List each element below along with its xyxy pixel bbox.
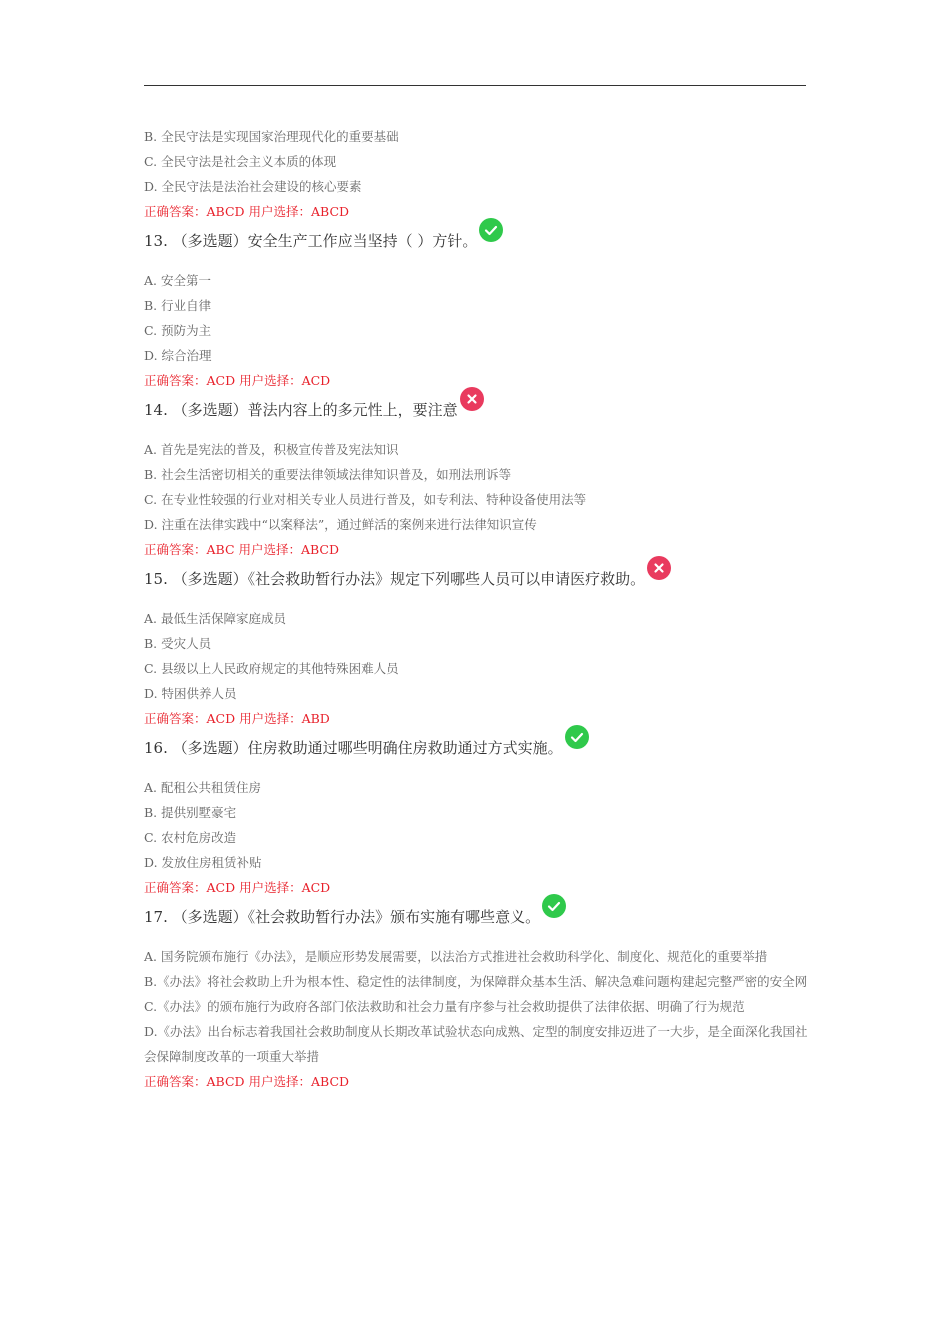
check-circle-icon <box>542 894 566 918</box>
check-circle-icon <box>565 725 589 749</box>
question-title <box>144 900 808 932</box>
cross-circle-icon <box>647 556 671 580</box>
option: C. 全民守法是社会主义本质的体现 <box>144 154 337 169</box>
question-text: 14. （多选题）普法内容上的多元性上，要注意 <box>144 401 458 419</box>
question-title <box>144 224 808 256</box>
question-13 <box>144 224 808 393</box>
option: A. 国务院颁布施行《办法》，是顺应形势发展需要，以法治方式推进社会救助科学化、制度化、规范化的重要举措 <box>144 949 768 964</box>
question-17 <box>144 900 808 1094</box>
option: B. 行业自律 <box>144 298 212 313</box>
question-16 <box>144 731 808 900</box>
answer-line: 正确答案：ACD 用户选择：ABD <box>144 711 330 726</box>
question-title <box>144 393 808 425</box>
option: D. 综合治理 <box>144 348 212 363</box>
option: B. 社会生活密切相关的重要法律领域法律知识普及，如刑法刑诉等 <box>144 467 512 482</box>
option: D.《办法》出台标志着我国社会救助制度从长期改革试验状态向成熟、定型的制度安排迈进了一大步，是全面深化我国社会保障制度改革的一项重大举措 <box>144 1024 808 1064</box>
option: C.《办法》的颁布施行为政府各部门依法救助和社会力量有序参与社会救助提供了法律依据、明确了行为规范 <box>144 999 745 1014</box>
option: A. 最低生活保障家庭成员 <box>144 611 286 626</box>
option: A. 安全第一 <box>144 273 211 288</box>
check-circle-icon <box>479 218 503 242</box>
option: C. 在专业性较强的行业对相关专业人员进行普及，如专利法、特种设备使用法等 <box>144 492 587 507</box>
option: B. 全民守法是实现国家治理现代化的重要基础 <box>144 129 399 144</box>
cross-circle-icon <box>460 387 484 411</box>
option: C. 预防为主 <box>144 323 212 338</box>
option: D. 注重在法律实践中“以案释法”，通过鲜活的案例来进行法律知识宣传 <box>144 517 537 532</box>
option: A. 配租公共租赁住房 <box>144 780 261 795</box>
option: B. 受灾人员 <box>144 636 212 651</box>
question-15 <box>144 562 808 731</box>
header-divider <box>144 85 806 86</box>
question-title <box>144 731 808 763</box>
question-text: 17. （多选题）《社会救助暂行办法》颁布实施有哪些意义。 <box>144 908 541 926</box>
option: B.《办法》将社会救助上升为根本性、稳定性的法律制度，为保障群众基本生活、解决急难问题构建起完整严密的安全网 <box>144 974 808 989</box>
option: A. 首先是宪法的普及，积极宣传普及宪法知识 <box>144 442 399 457</box>
option: D. 特困供养人员 <box>144 686 237 701</box>
quiz-content <box>144 124 808 1094</box>
answer-line: 正确答案：ABCD 用户选择：ABCD <box>144 1074 350 1089</box>
question-text: 15. （多选题）《社会救助暂行办法》规定下列哪些人员可以申请医疗救助。 <box>144 570 646 588</box>
question-text: 13. （多选题）安全生产工作应当坚持（ ）方针。 <box>144 232 478 250</box>
answer-line: 正确答案：ACD 用户选择：ACD <box>144 373 331 388</box>
option: C. 农村危房改造 <box>144 830 237 845</box>
option: C. 县级以上人民政府规定的其他特殊困难人员 <box>144 661 399 676</box>
answer-line: 正确答案：ABCD 用户选择：ABCD <box>144 204 350 219</box>
option: D. 发放住房租赁补贴 <box>144 855 262 870</box>
option: B. 提供别墅豪宅 <box>144 805 237 820</box>
answer-line: 正确答案：ACD 用户选择：ACD <box>144 880 331 895</box>
answer-line: 正确答案：ABC 用户选择：ABCD <box>144 542 340 557</box>
question-text: 16. （多选题）住房救助通过哪些明确住房救助通过方式实施。 <box>144 739 563 757</box>
question-14 <box>144 393 808 562</box>
question-title <box>144 562 808 594</box>
question-12-tail <box>144 124 808 224</box>
option: D. 全民守法是法治社会建设的核心要素 <box>144 179 362 194</box>
